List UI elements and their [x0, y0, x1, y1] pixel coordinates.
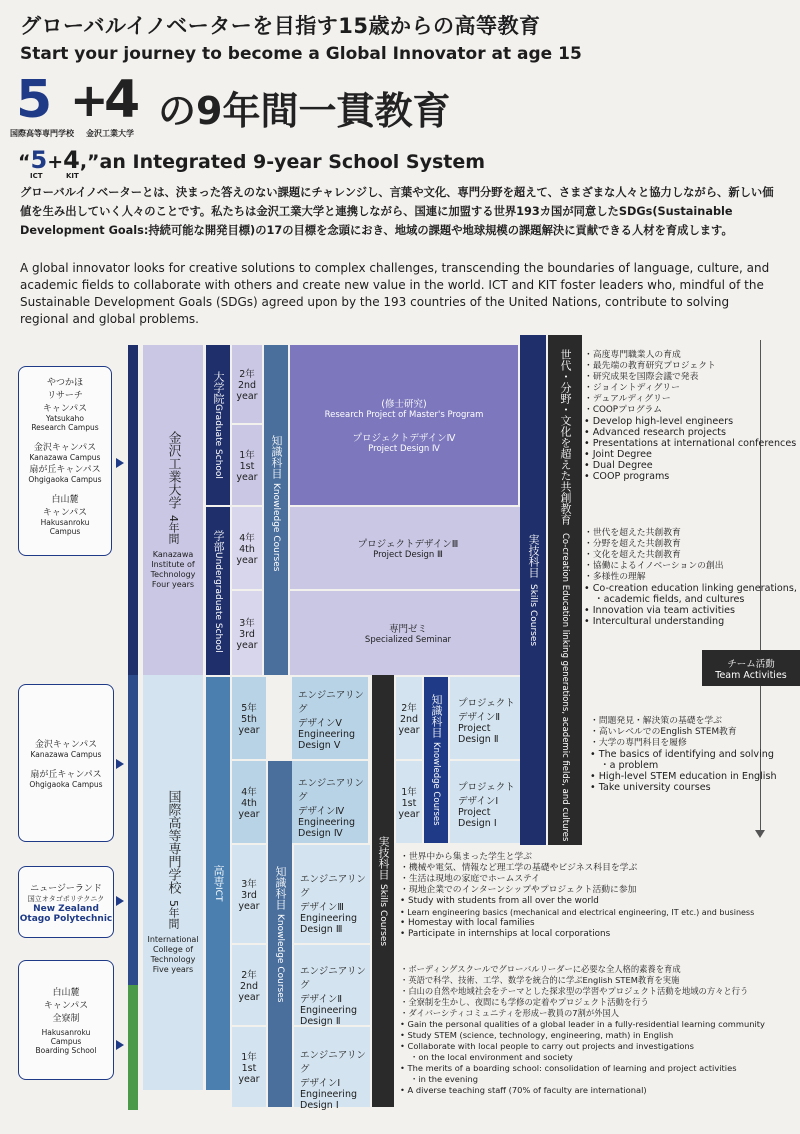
- campus-nz-en1: New Zealand: [33, 903, 99, 914]
- year-k5-en1: 5th: [241, 714, 257, 725]
- quote-rest: ,”an Integrated 9-year School System: [79, 151, 486, 173]
- nzpd2-jp2: デザインⅡ: [458, 712, 501, 723]
- campus-hk-en1: Hakusanroku: [41, 1028, 91, 1037]
- ed1-jp2: デザインⅠ: [300, 1078, 341, 1089]
- campus-hk-en3: Boarding School: [35, 1046, 97, 1055]
- school-kit-block: [143, 345, 203, 675]
- bullet-hk-en: • Gain the personal qualities of a global leader in a fully-residential learning community: [400, 1019, 765, 1030]
- bullets-grad: [584, 350, 796, 482]
- big-five: 5: [16, 70, 53, 130]
- campus-hk-jp3: 全寮制: [52, 1014, 80, 1024]
- knowledge-ict-jp: 知識科目: [274, 865, 287, 910]
- cocreation-bar: [548, 335, 582, 845]
- bullet-ug-en: • Co-creation education linking generations,: [584, 583, 797, 594]
- project-sem-en: Specialized Seminar: [364, 635, 452, 645]
- campus-ict-kanazawa-en: Kanazawa Campus: [30, 750, 102, 759]
- ed3-jp2: デザインⅢ: [300, 902, 344, 913]
- bullet-k45-jp: ・ 大学の専門科目を履修: [590, 738, 777, 749]
- quote-open: “: [18, 151, 31, 173]
- quote-ict-label: ICT: [30, 172, 43, 180]
- team-activities-badge: [702, 650, 800, 686]
- school-ict-years-jp: 5年間: [167, 900, 180, 929]
- big-sub-ict: 国際高等専門学校: [10, 129, 74, 138]
- project-pd3: [290, 507, 526, 589]
- bullet-hk-jp: ・ ダイバーシティコミュニティを形成ー教員の7割が外国人: [400, 1008, 765, 1019]
- nzpd2-en1: Project: [458, 723, 491, 734]
- ed3-en2: Design Ⅲ: [300, 924, 343, 935]
- bullet-grad-jp: ・ 高度専門職業人の育成: [584, 350, 796, 361]
- year-u3-en1: 3rd: [239, 629, 255, 640]
- big-title: [16, 70, 576, 133]
- bullet-nz-jp: ・ 生活は現地の家庭でホームステイ: [400, 874, 754, 885]
- bullet-ug-jp: ・ 多様性の理解: [584, 572, 797, 583]
- campus-nz-jp2: 国立オタゴポリテクニク: [27, 894, 105, 903]
- campus-yatsukaho-jp1: やつかほ: [46, 378, 83, 388]
- knowledge-kit-jp: 知識科目: [270, 435, 283, 479]
- ed2-en1: Engineering: [300, 1005, 357, 1016]
- skills-kit-en: Skills Courses: [528, 583, 538, 647]
- bullet-hk-en: • Collaborate with local people to carry out projects and investigations: [400, 1041, 765, 1052]
- school-ict-en4: Five years: [152, 965, 194, 974]
- campus-nz-jp1: ニュージーランド: [30, 883, 102, 894]
- campus-yatsukaho-en1: Yatsukaho: [46, 414, 84, 423]
- ed4-jp1: エンジニアリング: [298, 778, 364, 803]
- bullet-ug-en: • Innovation via team activities: [584, 605, 797, 616]
- project-seminar: [290, 591, 526, 675]
- ed2-en2: Design Ⅱ: [300, 1016, 341, 1027]
- campus-hakusanroku-jp1: 白山麓: [51, 495, 79, 505]
- nzpd2-en2: Design Ⅱ: [458, 734, 499, 745]
- knowledge-kit-en: Knowledge Courses: [271, 483, 281, 572]
- year-k2-en1: 2nd: [239, 981, 259, 992]
- year-u4-jp: 4年: [239, 533, 255, 544]
- bullet-ug-jp: ・ 世代を超えた共創教育: [584, 528, 797, 539]
- campus-hakusanroku-jp2: キャンパス: [42, 508, 88, 518]
- division-grad-jp: 大学院: [212, 371, 225, 405]
- bullet-k45-en: • Take university courses: [590, 782, 777, 793]
- year-g2-en2: year: [236, 391, 258, 402]
- cocreation-en: Co-creation Education linking generations, academic fields, and cultures: [560, 533, 570, 842]
- school-ict-jp: 国際高等専門学校: [165, 790, 181, 894]
- nzpd2-jp1: プロジェクト: [458, 698, 515, 709]
- campus-yatsukaho-jp2: リサーチ: [47, 391, 83, 401]
- ed5-en2: Design Ⅴ: [298, 740, 341, 751]
- nzpd1-en1: Project: [458, 807, 491, 818]
- year-kosen-4: [232, 761, 266, 843]
- year-ug-4: [232, 507, 262, 589]
- skills-bar-kit: [520, 335, 546, 845]
- year-g1-en1: 1st: [239, 461, 255, 472]
- ed3-en1: Engineering: [300, 913, 357, 924]
- arrow-hk: [116, 1040, 124, 1050]
- quote-four: 4: [63, 146, 80, 174]
- school-ict-en2: College of: [152, 945, 194, 954]
- year-k4-jp: 4年: [241, 787, 257, 798]
- year-g2-jp: 2年: [239, 369, 255, 380]
- bullet-nz-en: • Learn engineering basics (mechanical and electrical engineering, IT etc.) and business: [400, 907, 754, 918]
- bullet-k45-en: • High-level STEM education in English: [590, 771, 777, 782]
- nzpd1-en2: Design Ⅰ: [458, 818, 497, 829]
- bullet-grad-jp: ・ デュアルディグリー: [584, 394, 796, 405]
- bullet-hk-jp: ・ 英語で科学、技術、工学、数学を統合的に学ぶEnglish STEM教育を実施: [400, 975, 765, 986]
- campus-yatsukaho-en2: Research Campus: [31, 423, 99, 432]
- bullets-k45: [590, 716, 777, 793]
- division-kosen-jp: 高専: [212, 865, 225, 888]
- subtitle-integrated: [18, 146, 485, 174]
- bullet-grad-en: • Presentations at international conferences: [584, 438, 796, 449]
- campus-hakusanroku-en1: Hakusanroku: [40, 518, 90, 527]
- campus-ict-kanazawa-jp: 金沢キャンパス: [34, 740, 98, 750]
- year-u4-en1: 4th: [239, 544, 255, 555]
- bullet-hk-en: • The merits of a boarding school: consolidation of learning and project activities: [400, 1063, 765, 1074]
- bullet-grad-jp: ・ 最先端の教育研究プロジェクト: [584, 361, 796, 372]
- bullet-k45-en-cont: ・ a problem: [590, 760, 777, 771]
- school-kit-en1: Kanazawa: [152, 549, 194, 559]
- project-masters: [290, 345, 518, 505]
- arrow-nz: [116, 896, 124, 906]
- project-ed1: [294, 1027, 370, 1111]
- bullet-nz-jp: ・ 世界中から集まった学生と学ぶ: [400, 852, 754, 863]
- bullets-ug: [584, 528, 797, 627]
- ed3-jp1: エンジニアリング: [300, 874, 366, 899]
- ed4-en1: Engineering: [298, 817, 355, 828]
- campus-box-kit: [18, 366, 112, 556]
- bullet-nz-jp: ・ 現地企業でのインターンシップやプロジェクト活動に参加: [400, 885, 754, 896]
- division-kosen-en: ICT: [213, 887, 223, 902]
- bullet-k45-jp: ・ 問題発見・解決策の基礎を学ぶ: [590, 716, 777, 727]
- bullet-k45-en: • The basics of identifying and solving: [590, 749, 777, 760]
- ed5-jp2: デザインⅤ: [298, 718, 342, 729]
- bullet-nz-en: • Study with students from all over the world: [400, 896, 754, 907]
- bullet-hk-jp: ・ ボーディングスクールでグローバルリーダーに必要な全人格的素養を育成: [400, 964, 765, 975]
- campus-ohgigaoka-jp: 扇が丘キャンパス: [29, 465, 101, 475]
- division-kosen: [206, 677, 230, 1090]
- year-k4-en2: year: [238, 809, 260, 820]
- division-ug-jp: 学部: [212, 529, 225, 552]
- school-kit-en4: Four years: [151, 579, 195, 589]
- bullet-hk-jp: ・ 全寮制を生かし、夜間にも学修の定着やプロジェクト活動を行う: [400, 997, 765, 1008]
- project-pd3-en: Project Design Ⅲ: [373, 550, 443, 560]
- arrow-ict: [116, 759, 124, 769]
- year-grad-2: [232, 345, 262, 423]
- bullet-grad-en: • Advanced research projects: [584, 427, 796, 438]
- year-g1-jp: 1年: [239, 450, 255, 461]
- year-n2-en2: year: [398, 725, 420, 736]
- ed2-jp2: デザインⅡ: [300, 994, 343, 1005]
- intro-en: A global innovator looks for creative solutions to complex challenges, transcending the boundaries of language, culture, and academic fields to collaborate with others and create new value in the world. ICT and KIT foster leaders who, mindful of the Sustainable Development Goals (SDGs) agreed upon by the 193 countries of the United Nations, contribute to solving regional and global problems.: [20, 261, 770, 326]
- bullet-grad-en: • Joint Degree: [584, 449, 796, 460]
- campus-ict-ohgigaoka-en: Ohgigaoka Campus: [29, 780, 103, 789]
- ed4-en2: Design Ⅳ: [298, 828, 343, 839]
- project-ed2: [294, 945, 370, 1025]
- skills-ict-jp: 実技科目: [377, 835, 390, 880]
- ed1-en2: Design Ⅰ: [300, 1100, 339, 1111]
- bullet-nz-en: • Participate in internships at local corporations: [400, 929, 754, 940]
- ed2-jp1: エンジニアリング: [300, 966, 366, 991]
- ed5-en1: Engineering: [298, 729, 355, 740]
- year-n1-en2: year: [398, 809, 420, 820]
- project-masters-jp: (修士研究): [381, 399, 427, 410]
- year-grad-1: [232, 425, 262, 505]
- year-k2-jp: 2年: [241, 970, 257, 981]
- project-nz-pd2: [450, 677, 528, 759]
- campus-yatsukaho-jp3: キャンパス: [42, 404, 88, 414]
- quote-kit-label: KIT: [66, 172, 79, 180]
- knowledge-bar-kit: [264, 345, 288, 675]
- knowledge-bar-ict: [268, 761, 292, 1107]
- bullet-nz-jp: ・ 機械や電気、情報など理工学の基礎やビジネス科目を学ぶ: [400, 863, 754, 874]
- year-nz-2: [396, 677, 422, 759]
- intro-jp: グローバルイノベーターとは、決まった答えのない課題にチャレンジし、言葉や文化、専門分野を超えて、さまざまな人々と協力しながら、新しい価値を生み出していく人々のことです。私たちは金沢工業大学と連携しながら、国連に加盟する世界193カ国が同意したSDGs(Sustainable Development Goals:持続可能な開発目標)の17の目標を念頭におき、地域の課題や地球規模の課題解決に貢献できる人材を育成します。: [20, 186, 774, 237]
- campus-ict-ohgigaoka-jp: 扇が丘キャンパス: [30, 770, 102, 780]
- bullet-ug-jp: ・ 文化を超えた共創教育: [584, 550, 797, 561]
- year-kosen-2: [232, 945, 266, 1025]
- campus-kanazawa-en: Kanazawa Campus: [29, 453, 101, 462]
- bullet-ug-en: • Intercultural understanding: [584, 616, 797, 627]
- school-ict-en3: Technology: [150, 955, 196, 964]
- header-title-en: Start your journey to become a Global Innovator at age 15: [20, 44, 582, 64]
- year-k1-en2: year: [238, 1074, 260, 1085]
- skills-ict-en: Skills Courses: [378, 883, 388, 947]
- year-k2-en2: year: [238, 992, 260, 1003]
- team-en: Team Activities: [715, 669, 787, 681]
- year-k3-jp: 3年: [241, 879, 257, 890]
- year-g2-en1: 2nd: [237, 380, 257, 391]
- timeline-bar-green: [128, 985, 138, 1110]
- project-pd3-jp: プロジェクトデザインⅢ: [357, 539, 459, 550]
- campus-nz-en2: Otago Polytechnic: [19, 913, 113, 924]
- year-u4-en2: year: [236, 555, 258, 566]
- bullet-ug-jp: ・ 協働によるイノベーションの創出: [584, 561, 797, 572]
- bullet-hk-jp: ・ 白山の自然や地域社会をテーマとした探求型の学習やプロジェクト活動を地域の方々と行う: [400, 986, 765, 997]
- big-sub-kit: 金沢工業大学: [86, 129, 134, 138]
- project-masters-en: Research Project of Master's Program: [324, 410, 484, 420]
- knowledge-bar-nz: [424, 677, 448, 843]
- campus-kanazawa-jp: 金沢キャンパス: [33, 443, 97, 453]
- year-u3-en2: year: [236, 640, 258, 651]
- ed1-jp1: エンジニアリング: [300, 1050, 366, 1075]
- bullet-hk-en: • Study STEM (science, technology, engineering, math) in English: [400, 1030, 765, 1041]
- header-title-jp: グローバルイノベーターを目指す15歳からの高等教育: [20, 14, 541, 38]
- year-n2-en1: 2nd: [399, 714, 419, 725]
- year-k3-en1: 3rd: [241, 890, 257, 901]
- school-kit-years-jp: 4年間: [167, 514, 180, 544]
- year-n2-jp: 2年: [401, 703, 417, 714]
- bullet-grad-en: • Develop high-level engineers: [584, 416, 796, 427]
- project-ed5: [292, 677, 368, 759]
- bullet-hk-en-cont: ・ on the local environment and society: [400, 1052, 765, 1063]
- right-arrow-head: [755, 830, 765, 838]
- bullet-grad-en: • Dual Degree: [584, 460, 796, 471]
- year-k3-en2: year: [238, 901, 260, 912]
- campus-ohgigaoka-en: Ohgigaoka Campus: [28, 475, 102, 484]
- campus-box-nz: [18, 866, 114, 938]
- year-kosen-5: [232, 677, 266, 759]
- big-plus: +: [70, 73, 109, 127]
- project-nz-pd1: [450, 761, 528, 843]
- bullet-ug-en-cont: ・ academic fields, and cultures: [584, 594, 797, 605]
- knowledge-nz-en: Knowledge Courses: [431, 742, 441, 826]
- bullets-hakusan: [400, 964, 765, 1096]
- project-ed4: [292, 761, 368, 843]
- school-kit-en2: Institute of: [151, 559, 195, 569]
- ed1-en1: Engineering: [300, 1089, 357, 1100]
- campus-hk-jp1: 白山麓: [52, 988, 80, 998]
- quote-plus: +: [47, 151, 64, 173]
- project-ed3: [294, 845, 370, 943]
- school-kit-jp: 金沢工業大学: [165, 430, 181, 509]
- bullet-hk-en-cont: ・ in the evening: [400, 1074, 765, 1085]
- skills-bar-ict: [372, 675, 394, 1107]
- year-k5-en2: year: [238, 725, 260, 736]
- school-kit-en3: Technology: [150, 569, 196, 579]
- campus-box-hakusan: [18, 960, 114, 1080]
- bullet-grad-jp: ・ COOPプログラム: [584, 405, 796, 416]
- campus-hakusanroku-en2: Campus: [49, 527, 81, 536]
- year-k5-jp: 5年: [241, 703, 257, 714]
- ed5-jp1: エンジニアリング: [298, 690, 364, 715]
- year-n1-jp: 1年: [401, 787, 417, 798]
- bullet-nz-en: • Homestay with local families: [400, 918, 754, 929]
- ed4-jp2: デザインⅣ: [298, 806, 345, 817]
- big-four: 4: [104, 70, 141, 130]
- year-k1-jp: 1年: [241, 1052, 257, 1063]
- big-rest: の9年間一貫教育: [158, 89, 451, 133]
- campus-box-ict: [18, 684, 114, 842]
- division-ug-en: Undergraduate School: [213, 551, 223, 653]
- bullets-nz: [400, 852, 754, 940]
- year-n1-en1: 1st: [401, 798, 417, 809]
- arrow-kit: [116, 458, 124, 468]
- cocreation-jp: 世代・分野・文化を超えた共創教育: [559, 349, 572, 525]
- project-pd4-jp: プロジェクトデザインⅣ: [352, 433, 456, 444]
- division-grad: [206, 345, 230, 505]
- bullet-grad-jp: ・ ジョイントディグリー: [584, 383, 796, 394]
- campus-hk-en2: Campus: [50, 1037, 82, 1046]
- quote-five: 5: [30, 146, 48, 174]
- bullet-k45-jp: ・ 高いレベルでのEnglish STEM教育: [590, 727, 777, 738]
- year-g1-en2: year: [236, 472, 258, 483]
- year-ug-3: [232, 591, 262, 675]
- timeline-bar-kit: [128, 345, 138, 675]
- knowledge-ict-en: Knowledge Courses: [275, 913, 285, 1003]
- nzpd1-jp2: デザインⅠ: [458, 796, 499, 807]
- school-ict-block: [143, 675, 203, 1090]
- nzpd1-jp1: プロジェクト: [458, 782, 515, 793]
- year-nz-1: [396, 761, 422, 843]
- year-k1-en1: 1st: [241, 1063, 257, 1074]
- year-kosen-3: [232, 845, 266, 943]
- division-ug: [206, 507, 230, 675]
- bullet-grad-en: • COOP programs: [584, 471, 796, 482]
- year-u3-jp: 3年: [239, 618, 255, 629]
- division-grad-en: Graduate School: [213, 404, 223, 479]
- knowledge-nz-jp: 知識科目: [430, 694, 443, 739]
- bullet-ug-jp: ・ 分野を超えた共創教育: [584, 539, 797, 550]
- year-k4-en1: 4th: [241, 798, 257, 809]
- bullet-grad-jp: ・ 研究成果を国際会議で発表: [584, 372, 796, 383]
- skills-kit-jp: 実技科目: [527, 533, 540, 578]
- school-ict-en1: International: [147, 935, 199, 944]
- campus-hk-jp2: キャンパス: [43, 1001, 89, 1011]
- project-pd4-en: Project Design Ⅳ: [368, 444, 440, 454]
- team-jp: チーム活動: [727, 658, 775, 670]
- project-sem-jp: 専門ゼミ: [388, 624, 427, 635]
- year-kosen-1: [232, 1027, 266, 1107]
- bullet-hk-en: • A diverse teaching staff (70% of faculty are international): [400, 1085, 765, 1096]
